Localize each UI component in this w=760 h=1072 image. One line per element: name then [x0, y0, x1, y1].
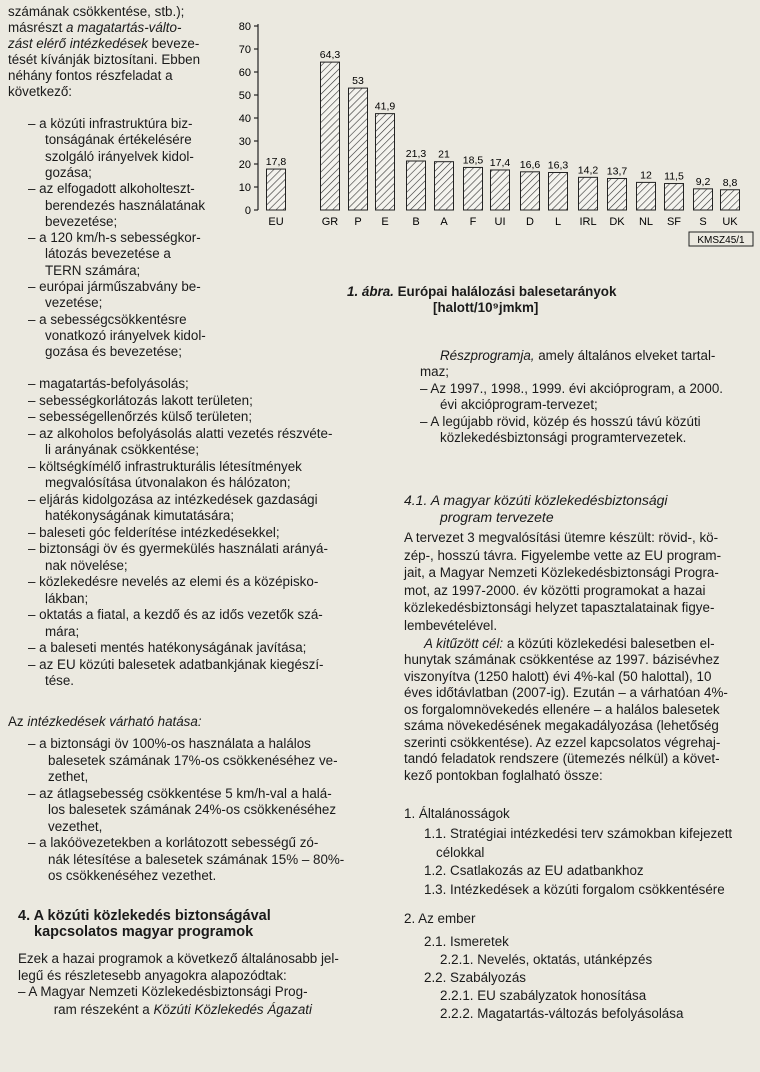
text-line: os forgalomnövekedés ellenére – a halálos balesetek — [404, 701, 720, 717]
y-tick-label: 80 — [238, 21, 251, 33]
category-label: B — [412, 216, 420, 228]
text-line: jait, a Magyar Nemzeti Közlekedésbiztonsági Progra- — [404, 565, 719, 580]
text-line: berendezés használatának — [45, 197, 206, 213]
text-line: bevezetése; — [45, 213, 118, 229]
outline-item: 2.2. Szabályozás — [424, 970, 526, 985]
bar-value-label: 13,7 — [606, 165, 628, 178]
bar — [464, 167, 483, 210]
text-line: – a sebességcsökkentésre — [28, 311, 187, 327]
text-line: Ezek a hazai programok a következő általánosabb jel- — [18, 951, 339, 966]
text-line: tandó feladatok rendszere (ütemezés nélkül) a követ- — [404, 751, 720, 766]
text-line: – eljárás kidolgozása az intézkedések gazdasági — [28, 491, 318, 507]
text-line: lembevételével. — [404, 617, 498, 633]
bar — [376, 114, 395, 210]
outline-item: 2.2.1. EU szabályzatok honosítása — [440, 988, 647, 1003]
outline-item: 2.2.1. Nevelés, oktatás, utánképzés — [440, 952, 653, 967]
caption-number: 1. ábra. — [347, 284, 394, 299]
text-run: amely általános elveket tartal- — [534, 348, 716, 363]
bar — [267, 169, 286, 210]
text-line: vezetése; — [45, 295, 103, 311]
text-line: – A Magyar Nemzeti Közlekedésbiztonsági Prog- — [18, 984, 308, 999]
figure-caption — [347, 284, 616, 300]
text-line: – a baleseti mentés hatékonyságának javítása; — [28, 640, 307, 655]
outline-item: 1.1. Stratégiai intézkedési terv számokban kifejezett — [424, 826, 733, 841]
text-line: balesetek számának 17%-os csökkenéséhez ve- — [48, 752, 338, 768]
text-line: – magatartás-befolyásolás; — [28, 376, 189, 391]
text-line: los balesetek számának 24%-os csökkenéséhez — [48, 802, 337, 817]
text-line: nak növelése; — [45, 557, 128, 573]
text-line: közlekedésbiztonsági helyzet tapasztalatainak figye- — [404, 600, 715, 615]
section-4-title-line2: kapcsolatos magyar programok — [34, 924, 254, 940]
bar-value-label: 64,3 — [319, 49, 341, 62]
bar — [491, 170, 510, 210]
bar-value-label: 18,5 — [462, 154, 484, 167]
category-label: UK — [722, 216, 738, 228]
bar-value-label: 11,5 — [664, 170, 684, 183]
bar-chart — [240, 12, 760, 274]
y-tick-label: 0 — [244, 205, 251, 217]
text-run: másrészt — [8, 20, 67, 35]
text-line: számának csökkentése, stb.); — [8, 4, 185, 19]
italic-run: intézkedések várható hatása: — [27, 714, 202, 729]
text-line: – Az 1997., 1998., 1999. évi akcióprogram, a 2000. — [420, 380, 723, 396]
bar — [321, 62, 340, 210]
text-line: hunytak számának csökkentése az 1997. bázisévhez — [404, 652, 720, 667]
category-label: NL — [638, 216, 654, 228]
text-line: – oktatás a fiatal, a kezdő és az idős vezetők szá- — [28, 607, 323, 622]
text-line: os csökkenéséhez vezethet. — [48, 868, 217, 883]
outline-item: 2.1. Ismeretek — [424, 934, 509, 949]
outline-item: célokkal — [436, 845, 485, 860]
category-label: SF — [666, 216, 682, 228]
text-line: szerinti csökkentése). Az ezzel kapcsolatos végrehaj- — [404, 734, 721, 750]
category-label: IRL — [579, 216, 597, 228]
text-line: – a lakóövezetekben a korlátozott sebességű zó- — [28, 835, 319, 850]
text-line: megvalósítása útvonalakon és hálózaton; — [45, 475, 291, 490]
bar — [349, 88, 368, 210]
category-label: L — [554, 216, 562, 228]
text-line: közlekedésbiztonsági programtervezetek. — [440, 430, 687, 445]
y-tick-label: 20 — [238, 159, 251, 171]
text-line: vonatkozó irányelvek kidol- — [45, 327, 206, 343]
bar-value-label: 9,2 — [695, 175, 711, 188]
text-line: – a 120 km/h-s sebességkor- — [28, 230, 201, 246]
category-label: GR — [321, 216, 339, 228]
italic-run: zást elérő intézkedések — [8, 36, 148, 51]
text-line: nák létesítése a balesetek számának 15% – 80%- — [48, 851, 345, 867]
text-line: gozása; — [45, 164, 92, 180]
text-line: tése. — [45, 673, 75, 688]
text-line: – biztonsági öv és gyermekülés használati arányá- — [28, 541, 328, 556]
bar — [579, 177, 598, 210]
text-line: zép-, hosszú távra. Figyelembe vette az EU program- — [404, 547, 722, 563]
bar-value-label: 12 — [640, 169, 652, 182]
outline-item: 2. Az ember — [404, 911, 476, 926]
text-line: – az átlagsebesség csökkentése 5 km/h-val a halá- — [28, 785, 332, 801]
text-line: – A legújabb rövid, közép és hosszú távú közúti — [420, 413, 701, 429]
text-line: A tervezet 3 megvalósítási ütemre készült: rövid-, kö- — [404, 530, 719, 545]
category-label: F — [469, 216, 477, 228]
italic-run: A kitűzött cél: — [424, 636, 504, 651]
text-line — [8, 20, 181, 36]
text-line: legű és részletesebb anyagokra alapozódtak: — [18, 967, 287, 983]
text-line: hatékonyságának kimutatására; — [45, 508, 235, 523]
bar-value-label: 16,3 — [547, 159, 569, 172]
text-line: tonságának értékelésére — [45, 132, 192, 148]
bar-value-label: 14,2 — [577, 164, 599, 177]
text-line: – sebességellenőrzés külső területen; — [28, 409, 253, 424]
text-line: – az alkoholos befolyásolás alatti vezetés részvéte- — [28, 425, 333, 441]
text-line: következő: — [8, 84, 73, 99]
bar-value-label: 21 — [438, 148, 450, 161]
text-line: szolgáló irányelvek kidol- — [45, 148, 194, 164]
text-line: – a biztonsági öv 100%-os használata a halálos — [28, 736, 311, 751]
outline-item: 1.3. Intézkedések a közúti forgalom csökkentésére — [424, 882, 725, 897]
text-line: tését kívánják biztosítani. Ebben — [8, 52, 201, 67]
y-tick-label: 40 — [238, 113, 251, 125]
text-line: – költségkímélő infrastrukturális létesítmények — [28, 458, 302, 474]
figure-code: KMSZ45/1 — [697, 235, 745, 246]
text-line: – európai járműszabvány be- — [28, 279, 201, 294]
bar — [549, 173, 568, 210]
text-line: száma növekedésének megakadályozása (lehetőség — [404, 718, 719, 733]
bar — [665, 184, 684, 210]
text-line: vezethet, — [48, 818, 103, 834]
outline-item: 2.2.2. Magatartás-változás befolyásolása — [440, 1006, 684, 1021]
outline-item: 1.2. Csatlakozás az EU adatbankhoz — [424, 863, 644, 878]
text-line — [8, 36, 199, 52]
bar-value-label: 17,4 — [489, 156, 511, 169]
bar — [435, 162, 454, 210]
text-line: li arányának csökkentése; — [45, 442, 200, 457]
category-label: E — [381, 216, 389, 228]
text-line: látozás bevezetése a — [45, 246, 171, 262]
text-line: maz; — [420, 364, 450, 379]
figure-caption-unit: [halott/10⁹jmkm] — [433, 300, 539, 315]
bars — [266, 49, 740, 228]
text-line: kező pontokban foglalható össze: — [404, 767, 603, 783]
category-label: P — [354, 216, 362, 228]
text-line: – közlekedésre nevelés az elemi és a középisko- — [28, 574, 319, 589]
category-label: EU — [268, 216, 284, 228]
category-label: A — [440, 216, 448, 228]
text-line: mára; — [45, 623, 80, 639]
text-line: TERN számára; — [45, 262, 141, 278]
y-tick-label: 50 — [238, 90, 251, 102]
text-line: – sebességkorlátozás lakott területen; — [28, 392, 253, 408]
category-label: D — [526, 216, 534, 228]
text-line — [440, 348, 715, 364]
text-line: mot, az 1997-2000. év közötti programokat a hazai — [404, 582, 706, 598]
text-line: lákban; — [45, 590, 89, 606]
text-run: a közúti közlekedési balesetben el- — [503, 636, 715, 651]
y-tick-label: 10 — [238, 182, 251, 194]
text-line: viszonyítva (1250 halott) évi 4%-kal (50 halottal), 10 — [404, 668, 712, 684]
italic-run: Közúti Közlekedés Ágazati — [153, 1002, 313, 1017]
section-4-1-title: 4.1. A magyar közúti közlekedésbiztonsági — [404, 492, 668, 508]
bar — [407, 161, 426, 210]
y-tick-label: 30 — [238, 136, 251, 148]
outline-item: 1. Általánosságok — [404, 806, 510, 821]
bar — [721, 190, 740, 210]
text-line: évi akcióprogram-tervezet; — [440, 397, 598, 412]
text-line — [30, 1002, 312, 1018]
bar — [694, 189, 713, 210]
bar-value-label: 53 — [352, 75, 364, 88]
bar-value-label: 17,8 — [265, 156, 287, 169]
section-4-title: 4. A közúti közlekedés biztonságával — [18, 908, 271, 924]
category-label: DK — [609, 216, 625, 228]
italic-run: a magatartás-válto- — [66, 20, 182, 35]
bar-value-label: 16,6 — [519, 158, 541, 171]
text-line: – a közúti infrastruktúra biz- — [28, 116, 193, 131]
text-run: beveze- — [147, 36, 200, 51]
y-axis — [239, 21, 258, 217]
effects-intro — [8, 714, 202, 730]
text-line: gozása és bevezetése; — [45, 344, 182, 360]
text-line — [424, 636, 715, 652]
text-run: Az — [8, 714, 28, 729]
text-line: zethet, — [48, 769, 89, 784]
bar — [608, 178, 627, 210]
text-line: – az EU közúti balesetek adatbankjának kiegészí- — [28, 656, 324, 672]
section-4-1-title-line2: program tervezete — [440, 509, 554, 525]
text-line: – baleseti góc felderítése intézkedésekkel; — [28, 524, 280, 540]
bar-value-label: 8,8 — [722, 176, 738, 189]
bar — [637, 182, 656, 210]
bar-value-label: 41,9 — [374, 100, 396, 113]
category-label: S — [699, 216, 707, 228]
y-tick-label: 70 — [238, 44, 251, 56]
bar-value-label: 21,3 — [405, 148, 427, 161]
text-line: néhány fontos részfeladat a — [8, 68, 173, 83]
caption-title: Európai halálozási balesetarányok — [393, 284, 617, 299]
bar — [521, 172, 540, 210]
text-run: ram részeként a — [50, 1002, 154, 1017]
italic-run: Részprogramja, — [440, 348, 535, 363]
text-line: éves időtávlatban (2007-ig). Ezután – a várhatóan 4%- — [404, 685, 728, 700]
category-label: UI — [494, 216, 506, 228]
y-tick-label: 60 — [238, 67, 251, 79]
text-line: – az elfogadott alkoholteszt- — [28, 181, 195, 197]
